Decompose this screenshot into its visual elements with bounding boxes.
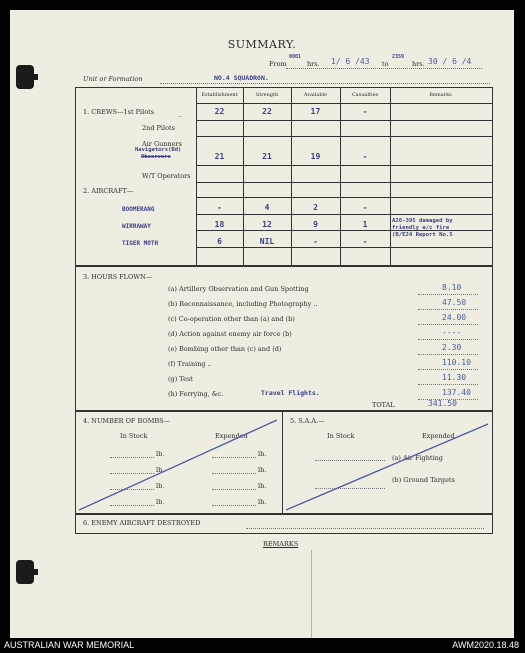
gunners-establishment: 21 bbox=[214, 152, 225, 161]
gunners-casualties: - bbox=[362, 152, 368, 161]
hours-row-value: 137.40 bbox=[442, 388, 471, 397]
hours-row-label: (g) Test bbox=[168, 375, 193, 383]
aircraft-name-boomerang: BOOMERANG bbox=[122, 206, 155, 213]
wirraway-establishment: 18 bbox=[214, 220, 225, 229]
hours-row-line bbox=[418, 294, 478, 295]
air-gunners-label: Air Gunners bbox=[142, 140, 182, 148]
hours-row-label: (c) Co-operation other than (a) and (b) bbox=[168, 315, 295, 323]
page-title: SUMMARY. bbox=[227, 38, 297, 51]
unit-value: NO.4 SQUADRON. bbox=[214, 74, 269, 82]
aircraft-name-tiger-moth: TIGER MOTH bbox=[122, 240, 159, 247]
from-label: From bbox=[269, 60, 287, 68]
boomerang-establishment: - bbox=[217, 203, 222, 212]
remark-line-1: A20-395 damaged by bbox=[392, 218, 453, 224]
footer-left: AUSTRALIAN WAR MEMORIAL bbox=[4, 640, 135, 650]
crews-section-label: 1. CREWS—1st Pilots bbox=[83, 108, 155, 116]
hours-section-label: 3. HOURS FLOWN— bbox=[83, 273, 153, 281]
tiger-moth-casualties: - bbox=[362, 237, 368, 246]
tiger-moth-strength: NIL bbox=[259, 237, 275, 246]
saa-strike-line bbox=[282, 410, 491, 513]
boomerang-strength: 4 bbox=[264, 203, 270, 212]
second-pilots-label: 2nd Pilots bbox=[142, 124, 175, 132]
saa-ground-targets: (b) Ground Targets bbox=[392, 476, 455, 484]
wirraway-strength: 12 bbox=[262, 220, 272, 229]
boomerang-casualties: - bbox=[362, 203, 368, 212]
hours-total-value: 341.50 bbox=[428, 399, 457, 408]
bomb-unit-label: lb. bbox=[156, 482, 165, 490]
col-establishment: Establishment bbox=[201, 92, 238, 98]
hours-row-label: (a) Artillery Observation and Gun Spotting bbox=[168, 285, 309, 293]
bombs-expended: Expended bbox=[215, 432, 248, 440]
hours-row-value: 47.50 bbox=[442, 298, 467, 307]
bombs-section-label: 4. NUMBER OF BOMBS— bbox=[83, 417, 171, 425]
gunners-strength: 21 bbox=[262, 152, 272, 161]
saa-expended: Expended bbox=[422, 432, 455, 440]
navigators-label: Navigators(Bd) bbox=[135, 147, 182, 153]
hours-row-label: (d) Action against enemy air force (b) bbox=[168, 330, 292, 338]
hours-row-label: (e) Bombing other than (c) and (d) bbox=[168, 345, 282, 353]
from-hrs-label: hrs. bbox=[307, 60, 320, 68]
hours-row-value: 8.10 bbox=[442, 283, 462, 292]
bomb-unit-label: lb. bbox=[156, 450, 165, 458]
pilots-strength: 22 bbox=[262, 107, 272, 116]
pilots-available: 17 bbox=[310, 107, 321, 116]
wt-operators-label: W/T Operators bbox=[142, 172, 191, 180]
hours-row-label: (h) Ferrying, &c. bbox=[168, 390, 224, 398]
hours-row-line bbox=[418, 309, 478, 310]
date-underline bbox=[286, 68, 482, 69]
from-time: 0001 bbox=[289, 54, 302, 60]
bomb-unit-label: lb. bbox=[258, 498, 267, 506]
observers-struck: Observers bbox=[141, 154, 171, 160]
bomb-unit-label: lb. bbox=[258, 482, 267, 490]
col-available: Available bbox=[303, 92, 328, 98]
bombs-strike-line bbox=[75, 410, 283, 513]
hours-row-label: (f) Training .. bbox=[168, 360, 212, 368]
to-hrs-label: hrs. bbox=[412, 60, 425, 68]
hours-row-line bbox=[418, 354, 478, 355]
to-time: 2359 bbox=[392, 54, 405, 60]
footer-right: AWM2020.18.48 bbox=[452, 640, 519, 650]
pilots-casualties: - bbox=[362, 107, 368, 116]
hours-row-value: 11.30 bbox=[442, 373, 467, 382]
hours-row-line bbox=[418, 339, 478, 340]
bomb-unit-label: lb. bbox=[156, 498, 165, 506]
remarks-heading: REMARKS bbox=[263, 540, 299, 548]
unit-underline bbox=[160, 83, 490, 84]
binder-clip-top bbox=[16, 65, 34, 89]
boomerang-available: 2 bbox=[313, 203, 318, 212]
hours-row-line bbox=[418, 324, 478, 325]
unit-label: Unit or Formation bbox=[83, 75, 143, 83]
bombs-in-stock: In Stock bbox=[120, 432, 148, 440]
aircraft-name-wirraway: WIRRAWAY bbox=[122, 223, 151, 230]
enemy-aircraft-label: 6. ENEMY AIRCRAFT DESTROYED bbox=[83, 519, 201, 527]
pilots-establishment: 22 bbox=[214, 107, 225, 116]
hours-row-value: ---- bbox=[442, 328, 462, 337]
aircraft-section-label: 2. AIRCRAFT— bbox=[83, 187, 134, 195]
paper-fold bbox=[311, 550, 312, 638]
binder-clip-bottom bbox=[16, 560, 34, 584]
document-page bbox=[10, 10, 514, 638]
hours-row-value: 110.10 bbox=[442, 358, 471, 367]
bomb-unit-label: lb. bbox=[156, 466, 165, 474]
from-date: 1/ 6 /43 bbox=[331, 57, 370, 66]
saa-section-label: 5. S.A.A.— bbox=[290, 417, 325, 425]
aircraft-remark bbox=[392, 218, 453, 239]
saa-in-stock: In Stock bbox=[327, 432, 355, 440]
crews-dots: .. bbox=[178, 111, 183, 119]
wirraway-casualties: 1 bbox=[362, 220, 368, 229]
gunners-available: 19 bbox=[310, 152, 321, 161]
hours-row-value: 24.00 bbox=[442, 313, 467, 322]
tiger-moth-establishment: 6 bbox=[217, 237, 222, 246]
bomb-unit-label: lb. bbox=[258, 466, 267, 474]
tiger-moth-available: - bbox=[313, 237, 318, 246]
saa-air-fighting: (a) Air Fighting bbox=[392, 454, 443, 462]
hours-row-line bbox=[418, 384, 478, 385]
to-date: 30 / 6 /4 bbox=[428, 57, 472, 66]
col-casualties: Casualties bbox=[351, 92, 379, 98]
col-strength: Strength bbox=[255, 92, 279, 98]
hours-row-line bbox=[418, 369, 478, 370]
remark-line-3: (B/E24 Report No.5 bbox=[392, 232, 453, 238]
to-label: to bbox=[382, 60, 389, 68]
hours-total-label: TOTAL bbox=[372, 401, 395, 409]
hours-row-value: 2.30 bbox=[442, 343, 462, 352]
remark-line-2: friendly a/c fire bbox=[392, 225, 450, 231]
col-remarks: Remarks bbox=[429, 92, 452, 98]
hours-row-extra: Travel Flights. bbox=[261, 389, 320, 397]
hours-row-label: (b) Reconnaissance, including Photography .. bbox=[168, 300, 318, 308]
wirraway-available: 9 bbox=[313, 220, 318, 229]
bomb-unit-label: lb. bbox=[258, 450, 267, 458]
